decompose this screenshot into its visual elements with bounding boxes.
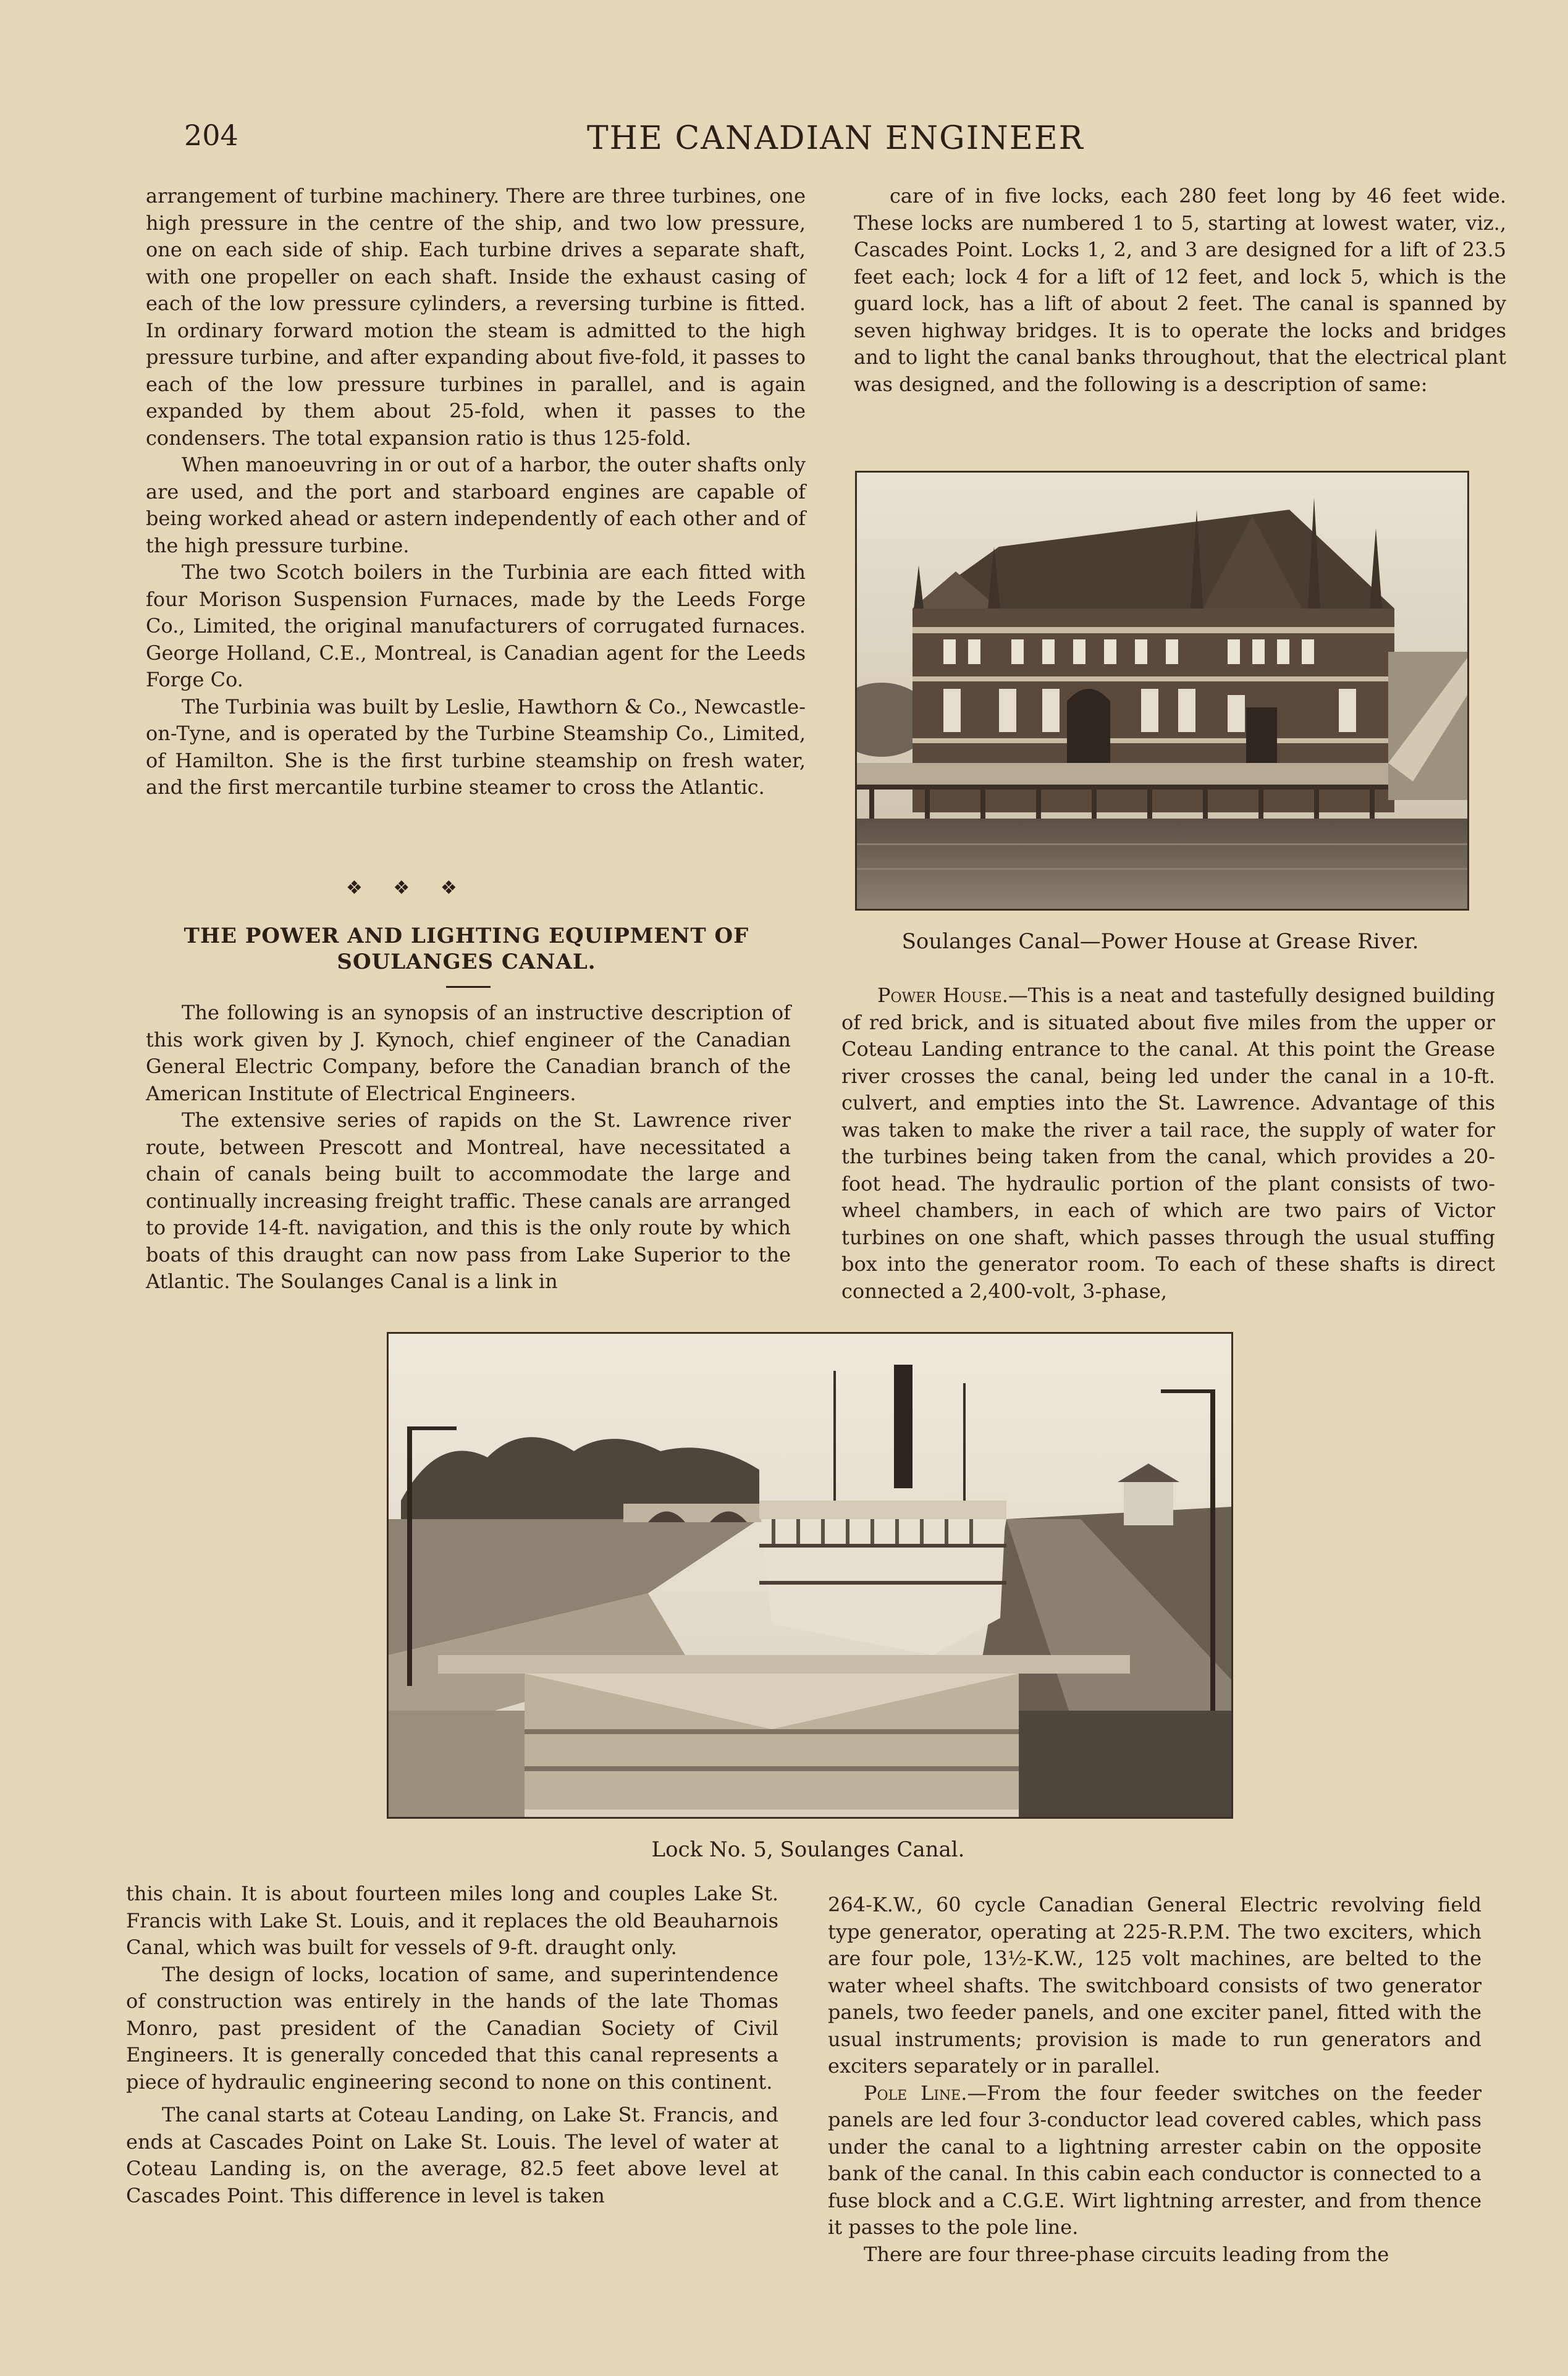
paragraph: The two Scotch boilers in the Turbinia are each fitted with four Morison Suspension Furnaces, made by the Leeds Forge Co., Limited, the original manufacturers of corrugated furnaces. George Holland, C.E., Montreal, is Canadian agent for the Leeds Forge Co. xyxy=(146,560,806,691)
bottom-left-column xyxy=(126,1881,778,2209)
paragraph: The extensive series of rapids on the St. Lawrence river route, between Prescott and Montreal, have necessitated a chain of canals being built to accommodate the large and continually increasing freight traffic. These canals are arranged to provide 14-ft. navigation, and this is the only route by which boats of this draught can now pass from Lake Superior to the Atlantic. The Soulanges Canal is a link in xyxy=(146,1108,791,1293)
paragraph: There are four three-phase circuits leading from the xyxy=(864,2242,1389,2266)
section-lead: Power House. xyxy=(877,984,1008,1007)
paragraph xyxy=(828,2080,1482,2241)
paragraph: The Turbinia was built by Leslie, Hawthorn & Co., Newcastle-on-Tyne, and is operated by the Turbine Steamship Co., Limited, of Hamilton. She is the first turbine steamship on fresh water, and the first mercantile turbine steamer to cross the Atlantic. xyxy=(146,694,806,799)
paragraph xyxy=(841,982,1495,1305)
lock-photo xyxy=(387,1332,1233,1819)
running-head: THE CANADIAN ENGINEER xyxy=(587,120,1084,157)
paragraph-body: —From the four feeder switches on the feeder panels are led four 3-conductor lead covered cables, which pass under the canal to a lightning arrester cabin on the opposite bank of the canal. In this cabin each conductor is connected to a fuse block and a C.G.E. Wirt lightning arrester, and from thence it passes to the pole line. xyxy=(828,2081,1482,2239)
paragraph: When manoeuvring in or out of a harbor, the outer shafts only are used, and the port and starboard engines are capable of being worked ahead or astern independently of each other and of the high pressure turbine. xyxy=(146,453,806,557)
page-number: 204 xyxy=(184,119,238,152)
paragraph: The following is an synopsis of an instructive description of this work given by J. Kynoch, chief engineer of the Canadian General Electric Company, before the Canadian branch of the American Institute of Electrical Engineers. xyxy=(146,1001,791,1105)
paragraph: this chain. It is about fourteen miles long and couples Lake St. Francis with Lake St. Louis, and it replaces the old Beauharnois Canal, which was built for vessels of 9-ft. draught only. xyxy=(126,1882,778,1959)
paragraph: The canal starts at Coteau Landing, on Lake St. Francis, and ends at Cascades Point on Lake St. Louis. The level of water at Coteau Landing is, on the average, 82.5 feet above level at Cascades Point. This difference in level is taken xyxy=(126,2103,778,2207)
lock-illustration xyxy=(389,1334,1231,1817)
top-right-column xyxy=(854,183,1506,398)
title-rule xyxy=(446,986,491,988)
article-title-line: SOULANGES CANAL. xyxy=(337,950,596,974)
figure-caption: Soulanges Canal—Power House at Grease River. xyxy=(901,929,1419,954)
power-house-photo xyxy=(855,471,1469,911)
paragraph: The design of locks, location of same, and superintendence of construction was entirely in the hands of the late Thomas Monro, past president of the Canadian Society of Civil Engineers. It is generally conceded that this canal represents a piece of hydraulic engineering second to none on this continent. xyxy=(126,1962,778,2094)
paragraph: 264-K.W., 60 cycle Canadian General Electric revolving field type generator, operating at 225-R.P.M. The two exciters, which are four pole, 13½-K.W., 125 volt machines, are belted to the water wheel shafts. The switchboard consists of two generator panels, two feeder panels, and one exciter panel, fitted with the usual instruments; provision is made to run generators and exciters separately or in parallel. xyxy=(828,1893,1482,2078)
figure-caption: Lock No. 5, Soulanges Canal. xyxy=(651,1837,965,1862)
section-lead: Pole Line. xyxy=(864,2081,967,2105)
paragraph: care of in five locks, each 280 feet long by 46 feet wide. These locks are numbered 1 to 5, starting at lowest water, viz., Cascades Point. Locks 1, 2, and 3 are designed for a lift of 23.5 feet each; lock 4 for a lift of 12 feet, and lock 5, which is the guard lock, has a lift of about 2 feet. The canal is spanned by seven highway bridges. It is to operate the locks and bridges and to light the canal banks throughout, that the electrical plant was designed, and the following is a description of same: xyxy=(854,184,1506,396)
section-ornament: ❖ ❖ ❖ xyxy=(346,877,470,899)
article-title xyxy=(148,923,785,975)
paragraph-body: —This is a neat and tastefully designed building of red brick, and is situated about five miles from the upper or Coteau Landing entrance to the canal. At this point the Grease river crosses the canal, being led under the canal in a 10-ft. culvert, and empties into the St. Lawrence. Advantage of this was taken to make the river a tail race, the supply of water for the turbines being taken from the canal, which provides a 20-foot head. The hydraulic portion of the plant consists of two-wheel chambers, in each of which are two pairs of Victor turbines on one shaft, which passes through the usual stuffing box into the generator room. To each of these shafts is direct connected a 2,400-volt, 3-phase, xyxy=(841,984,1495,1303)
power-house-illustration xyxy=(857,473,1467,909)
article-title-line: THE POWER AND LIGHTING EQUIPMENT OF xyxy=(183,924,749,948)
mid-left-column xyxy=(146,1000,791,1295)
mid-right-column xyxy=(841,982,1495,1305)
top-left-column xyxy=(146,183,806,801)
paragraph: arrangement of turbine machinery. There are three turbines, one high pressure in the centre of the ship, and two low pressure, one on each side of ship. Each turbine drives a separate shaft, with one propeller on each shaft. Inside the exhaust casing of each of the low pressure cylinders, a reversing turbine is fitted. In ordinary forward motion the steam is admitted to the high pressure turbine, and after expanding about five-fold, it passes to each of the low pressure turbines in parallel, and is again expanded by them about 25-fold, when it passes to the condensers. The total expansion ratio is thus 125-fold. xyxy=(146,184,806,450)
bottom-right-column xyxy=(828,1892,1482,2268)
